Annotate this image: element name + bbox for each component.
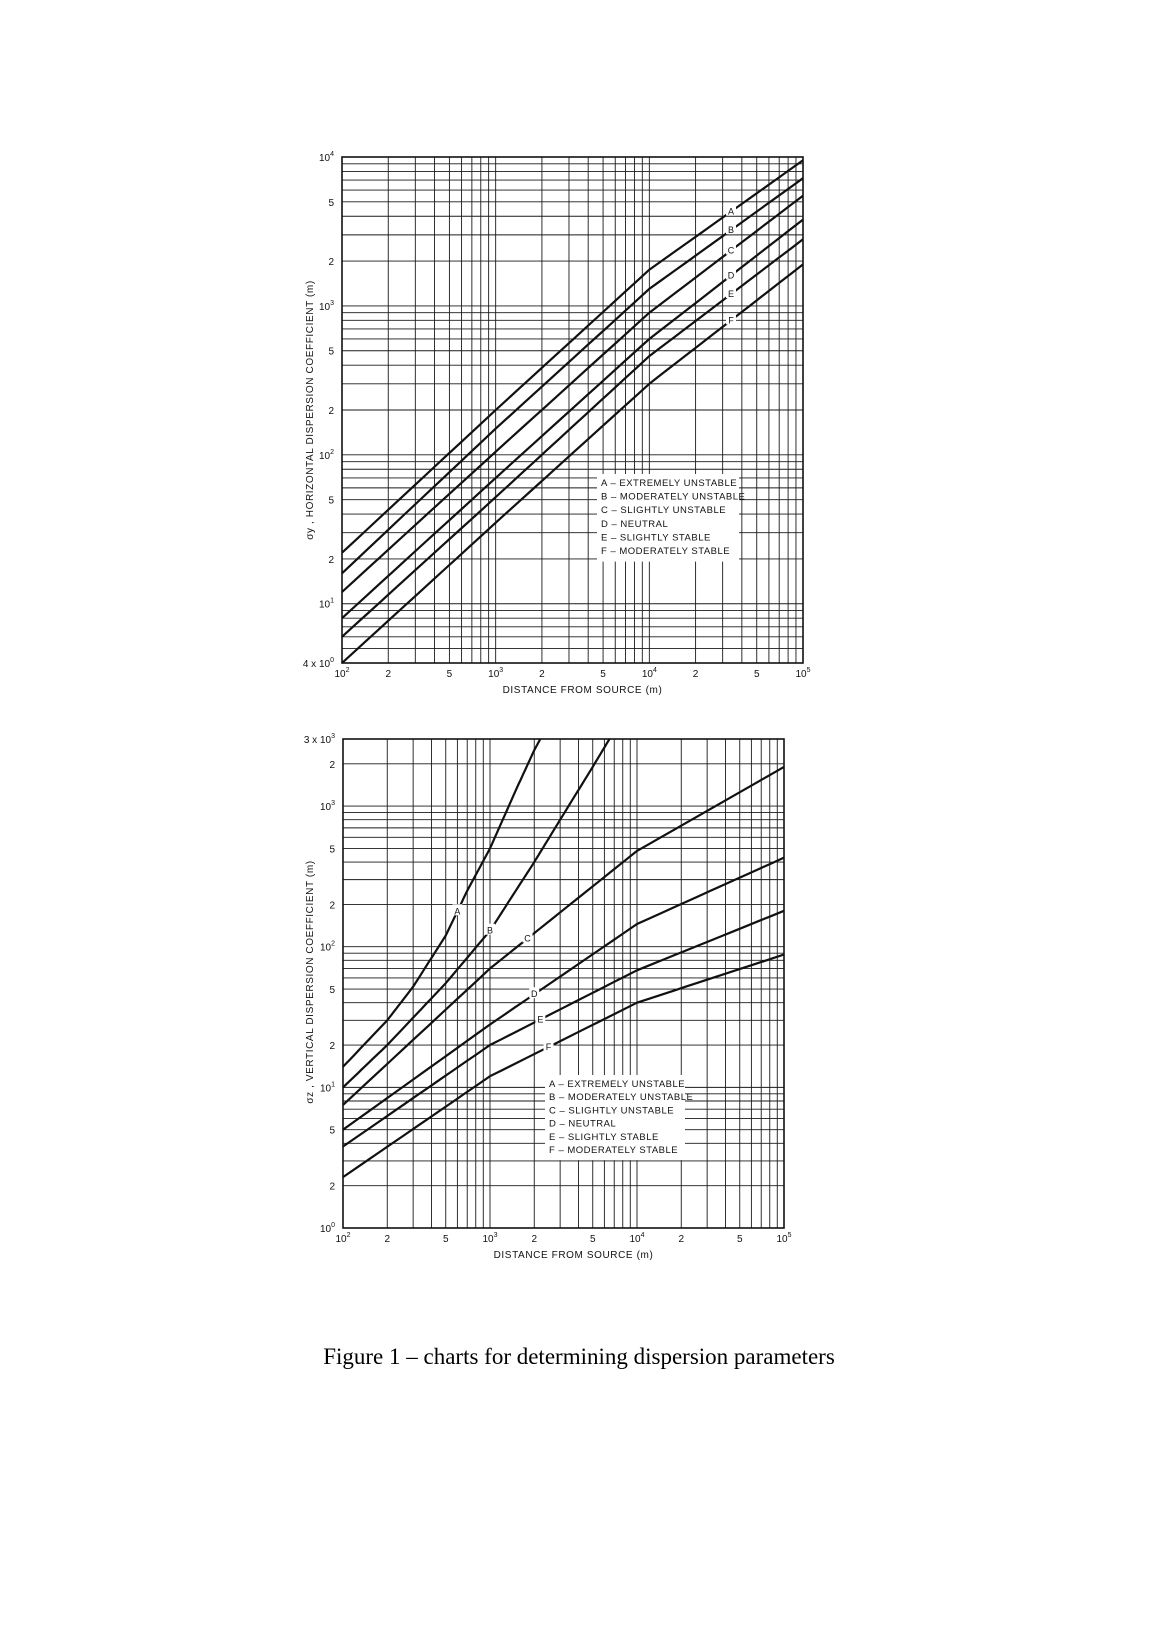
x-tick-label: 2 <box>678 1234 685 1245</box>
legend <box>545 1075 693 1160</box>
x-tick-label: $10^3$ <box>482 1232 498 1245</box>
x-tick-label: 2 <box>531 1234 538 1245</box>
y-tick-label: 5 <box>329 844 335 856</box>
series-label-e: E <box>727 289 735 300</box>
y-tick-label: 2 <box>329 1181 335 1193</box>
y-axis-title: σz , VERTICAL DISPERSION COEFFICIENT (m) <box>305 860 316 1104</box>
y-tick-label: 5 <box>329 985 335 997</box>
figure-caption: Figure 1 – charts for determining dispersion parameters <box>323 1344 835 1369</box>
x-tick-label: $10^4$ <box>641 667 657 680</box>
y-tick-label: $10^3$ <box>318 299 334 313</box>
series-label-f: F <box>728 315 734 326</box>
y-tick-label: $10^2$ <box>318 448 334 462</box>
y-tick-label: 3 x $10^3$ <box>303 733 335 746</box>
x-axis-title: DISTANCE FROM SOURCE (m) <box>493 1250 654 1261</box>
x-tick-label: $10^2$ <box>335 1232 351 1245</box>
x-axis <box>335 1232 791 1261</box>
series-label-a: A <box>727 206 735 217</box>
y-tick-label: 5 <box>328 197 334 209</box>
legend-entry: E – SLIGHTLY STABLE <box>549 1131 659 1143</box>
legend-entry: A – EXTREMELY UNSTABLE <box>549 1079 686 1090</box>
legend-entry: E – SLIGHTLY STABLE <box>601 532 711 544</box>
y-tick-label: 2 <box>329 759 335 771</box>
series-label-e: E <box>537 1014 544 1025</box>
y-axis-title: σy , HORIZONTAL DISPERSION COEFFICIENT (m) <box>305 280 316 540</box>
y-tick-label: 2 <box>329 1041 335 1053</box>
y-tick-label: 2 <box>328 257 334 269</box>
series-label-f: F <box>545 1041 552 1052</box>
y-tick-label: $10^2$ <box>319 940 335 954</box>
series-label-b: B <box>727 225 735 236</box>
x-tick-label: 5 <box>446 669 453 680</box>
x-tick-label: 5 <box>442 1234 449 1245</box>
x-tick-label: $10^4$ <box>629 1232 645 1245</box>
x-tick-label: 2 <box>692 669 699 680</box>
y-tick-label: 5 <box>328 495 334 507</box>
y-tick-label: $10^1$ <box>319 1081 335 1095</box>
series-line-a <box>343 739 540 1067</box>
x-tick-label: 5 <box>753 669 760 680</box>
legend-entry: B – MODERATELY UNSTABLE <box>601 491 746 503</box>
y-tick-label: 4 x $10^0$ <box>302 657 334 670</box>
y-tick-label: $10^1$ <box>318 597 334 611</box>
legend-entry: C – SLIGHTLY UNSTABLE <box>601 505 727 517</box>
x-tick-label: $10^5$ <box>776 1232 792 1245</box>
x-tick-label: 5 <box>589 1234 596 1245</box>
y-tick-label: 2 <box>328 554 334 566</box>
series-label-a: A <box>454 906 461 917</box>
y-tick-label: $10^4$ <box>318 151 334 164</box>
series-label-b: B <box>486 925 494 936</box>
x-tick-label: $10^5$ <box>795 667 811 680</box>
y-tick-label: 5 <box>329 1125 335 1137</box>
y-tick-label: 2 <box>329 900 335 912</box>
legend-entry: D – NEUTRAL <box>601 518 669 530</box>
y-tick-label: 5 <box>328 346 334 358</box>
x-tick-label: 2 <box>384 1234 391 1245</box>
series-label-c: C <box>727 245 735 256</box>
y-tick-label: $10^0$ <box>319 1222 335 1235</box>
x-tick-label: $10^3$ <box>488 667 504 680</box>
legend-entry: F – MODERATELY STABLE <box>549 1145 679 1156</box>
x-axis-title: DISTANCE FROM SOURCE (m) <box>502 685 663 696</box>
y-axis <box>304 733 336 1235</box>
x-tick-label: 5 <box>600 669 606 680</box>
x-tick-label: 2 <box>539 669 545 680</box>
legend-entry: F – MODERATELY STABLE <box>601 546 731 557</box>
x-tick-label: $10^2$ <box>334 667 350 680</box>
legend-entry: B – MODERATELY UNSTABLE <box>549 1092 694 1104</box>
y-tick-label: 2 <box>328 406 334 417</box>
y-tick-label: $10^3$ <box>319 800 335 814</box>
series-label-d: D <box>727 270 735 281</box>
legend-entry: C – SLIGHTLY UNSTABLE <box>549 1105 675 1117</box>
legend-entry: A – EXTREMELY UNSTABLE <box>601 478 738 489</box>
x-tick-label: 5 <box>736 1234 743 1245</box>
series-label-d: D <box>531 989 538 1000</box>
series-line-c <box>343 767 784 1105</box>
legend-entry: D – NEUTRAL <box>549 1118 617 1130</box>
series-label-c: C <box>524 933 531 944</box>
x-tick-label: 2 <box>385 669 392 680</box>
